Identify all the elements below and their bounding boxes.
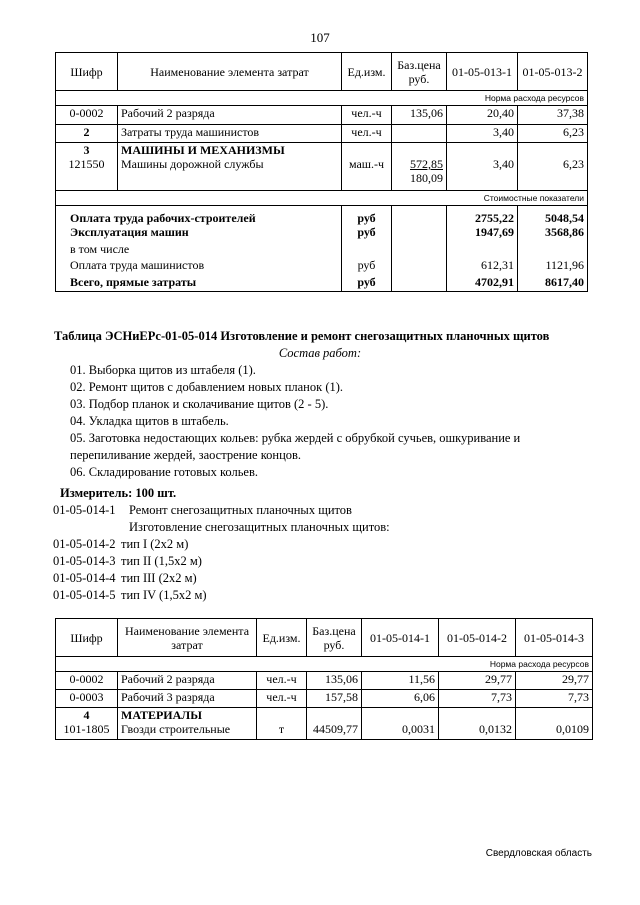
item-value-3: 0,0109	[556, 722, 589, 736]
work-item: 04. Укладка щитов в штабель.	[70, 414, 229, 428]
cost-name: Оплата труда машинистов	[56, 258, 342, 275]
code-id	[53, 519, 129, 536]
item-value-2: 0,0132	[479, 722, 512, 736]
row-code: 2	[56, 125, 118, 143]
code-line	[53, 502, 593, 519]
row-value-1: 3,40	[447, 125, 518, 143]
row-unit: чел.-ч	[342, 106, 392, 125]
header-price: Баз.цена руб.	[392, 53, 447, 91]
code-line	[53, 553, 593, 570]
row-name: Затраты труда машинистов	[118, 125, 342, 143]
row-code: 0-0002	[56, 672, 118, 690]
header-name: Наименование элемента затрат	[118, 53, 342, 91]
code-id: 01-05-014-2	[53, 537, 116, 551]
group-v1-cell	[362, 708, 439, 740]
group-v2-cell	[518, 143, 588, 191]
cost-value-2	[518, 242, 588, 258]
group-code: 4	[83, 708, 90, 722]
row-unit: чел.-ч	[257, 690, 307, 708]
header-code: Шифр	[56, 619, 118, 657]
item-price: 44509,77	[313, 722, 358, 736]
section-norm-label: Норма расхода ресурсов	[56, 657, 593, 672]
cost-value-2: 1121,96	[518, 258, 588, 275]
cost-value-2: 8617,40	[518, 275, 588, 292]
cost-name: Оплата труда рабочих-строителей	[56, 206, 342, 225]
item-code: 101-1805	[63, 722, 110, 736]
row-value-2: 7,73	[439, 690, 516, 708]
group-code-cell	[56, 708, 118, 740]
cost-row	[56, 225, 588, 242]
work-item: 01. Выборка щитов из штабеля (1).	[70, 363, 256, 377]
item-price-1: 572,85	[410, 157, 443, 171]
row-code: 0-0002	[56, 106, 118, 125]
group-unit-cell	[257, 708, 307, 740]
group-code: 3	[83, 143, 90, 157]
group-unit-cell	[342, 143, 392, 191]
item-value-2: 6,23	[563, 157, 584, 171]
group-code-cell	[56, 143, 118, 191]
code-id: 01-05-014-5	[53, 588, 116, 602]
item-unit: маш.-ч	[348, 157, 385, 171]
group-name-cell	[118, 143, 342, 191]
cost-row	[56, 206, 588, 225]
cost-row	[56, 258, 588, 275]
code-line	[53, 536, 593, 553]
work-item: 06. Складирование готовых кольев.	[70, 465, 258, 479]
code-id: 01-05-014-4	[53, 571, 116, 585]
cost-value-2: 3568,86	[518, 225, 588, 242]
cost-value-1: 1947,69	[447, 225, 518, 242]
item-price-2: 180,09	[410, 171, 443, 185]
cost-name: в том числе	[56, 242, 342, 258]
section-label-row	[56, 191, 588, 206]
row-name: Рабочий 2 разряда	[118, 106, 342, 125]
section-label-row	[56, 91, 588, 106]
footer-region: Свердловская область	[485, 848, 592, 859]
code-line	[53, 570, 593, 587]
cost-unit: руб	[342, 206, 392, 225]
group-name-cell	[118, 708, 257, 740]
group-price-cell	[392, 143, 447, 191]
code-text: тип III (2х2 м)	[121, 571, 197, 585]
row-price	[392, 125, 447, 143]
header-col2: 01-05-014-2	[439, 619, 516, 657]
item-value-1: 0,0031	[402, 722, 435, 736]
group-heading: МАШИНЫ И МЕХАНИЗМЫ	[121, 143, 285, 157]
row-name: Рабочий 3 разряда	[118, 690, 257, 708]
item-value-1: 3,40	[493, 157, 514, 171]
row-value-1: 20,40	[447, 106, 518, 125]
code-line	[53, 519, 593, 536]
row-value-2: 6,23	[518, 125, 588, 143]
header-col1: 01-05-014-1	[362, 619, 439, 657]
row-price: 157,58	[307, 690, 362, 708]
table-row	[56, 672, 593, 690]
table-title: Таблица ЭСНиЕРс-01-05-014 Изготовление и ремонт снегозащитных планочных щитов	[54, 329, 550, 343]
resource-table-1	[55, 52, 588, 292]
cost-unit	[342, 242, 392, 258]
item-code: 121550	[68, 157, 105, 171]
cost-unit: руб	[342, 225, 392, 242]
works-subtitle: Состав работ:	[278, 346, 362, 360]
row-price: 135,06	[307, 672, 362, 690]
item-name: Гвозди строительные	[121, 722, 231, 736]
work-item: 03. Подбор планок и сколачивание щитов (2 - 5).	[70, 397, 329, 411]
item-name: Машины дорожной службы	[121, 157, 264, 171]
work-item: перепиливание жердей, заострение концов.	[70, 448, 302, 462]
cost-name: Всего, прямые затраты	[56, 275, 342, 292]
measure-unit: Измеритель: 100 шт.	[60, 486, 177, 500]
group-row	[56, 143, 588, 191]
header-col2: 01-05-013-2	[518, 53, 588, 91]
group-row	[56, 708, 593, 740]
code-text: Ремонт снегозащитных планочных щитов	[129, 503, 352, 517]
row-value-2: 37,38	[518, 106, 588, 125]
row-value-3: 7,73	[516, 690, 593, 708]
header-price: Баз.цена руб.	[307, 619, 362, 657]
header-unit: Ед.изм.	[257, 619, 307, 657]
works-list	[70, 362, 590, 481]
table-row	[56, 106, 588, 125]
group-v3-cell	[516, 708, 593, 740]
header-col3: 01-05-014-3	[516, 619, 593, 657]
cost-row	[56, 242, 588, 258]
section-cost-label: Стоимостные показатели	[56, 191, 588, 206]
cost-unit: руб	[342, 275, 392, 292]
row-code: 0-0003	[56, 690, 118, 708]
row-price: 135,06	[392, 106, 447, 125]
code-id: 01-05-014-1	[53, 503, 116, 517]
row-value-1: 11,56	[362, 672, 439, 690]
table-header-row	[56, 53, 588, 91]
code-text: тип I (2х2 м)	[121, 537, 189, 551]
cost-name: Эксплуатация машин	[56, 225, 342, 242]
group-v1-cell	[447, 143, 518, 191]
cost-value-1	[447, 242, 518, 258]
cost-value-1: 4702,91	[447, 275, 518, 292]
item-unit: т	[278, 722, 285, 736]
work-item: 05. Заготовка недостающих кольев: рубка жердей с обрубкой сучьев, ошкуривание и	[70, 431, 521, 445]
work-item: 02. Ремонт щитов с добавлением новых планок (1).	[70, 380, 344, 394]
row-unit: чел.-ч	[342, 125, 392, 143]
code-text: Изготовление снегозащитных планочных щитов:	[129, 520, 390, 534]
group-v2-cell	[439, 708, 516, 740]
table-row	[56, 125, 588, 143]
cost-value-2: 5048,54	[518, 206, 588, 225]
row-name: Рабочий 2 разряда	[118, 672, 257, 690]
table-row	[56, 690, 593, 708]
row-value-1: 6,06	[362, 690, 439, 708]
row-value-2: 29,77	[439, 672, 516, 690]
table-header-row	[56, 619, 593, 657]
code-text: тип II (1,5х2 м)	[121, 554, 202, 568]
cost-value-1: 2755,22	[447, 206, 518, 225]
cost-row	[56, 275, 588, 292]
header-col1: 01-05-013-1	[447, 53, 518, 91]
resource-table-2	[55, 618, 593, 740]
group-price-cell	[307, 708, 362, 740]
header-unit: Ед.изм.	[342, 53, 392, 91]
header-name: Наименование элемента затрат	[118, 619, 257, 657]
code-line	[53, 587, 593, 604]
row-value-3: 29,77	[516, 672, 593, 690]
section-norm-label: Норма расхода ресурсов	[56, 91, 588, 106]
group-heading: МАТЕРИАЛЫ	[121, 708, 202, 722]
row-unit: чел.-ч	[257, 672, 307, 690]
cost-value-1: 612,31	[447, 258, 518, 275]
cost-unit: руб	[342, 258, 392, 275]
page-number: 107	[310, 30, 330, 45]
codes-list	[53, 502, 593, 604]
code-id: 01-05-014-3	[53, 554, 116, 568]
header-code: Шифр	[56, 53, 118, 91]
code-text: тип IV (1,5х2 м)	[121, 588, 207, 602]
section-label-row	[56, 657, 593, 672]
